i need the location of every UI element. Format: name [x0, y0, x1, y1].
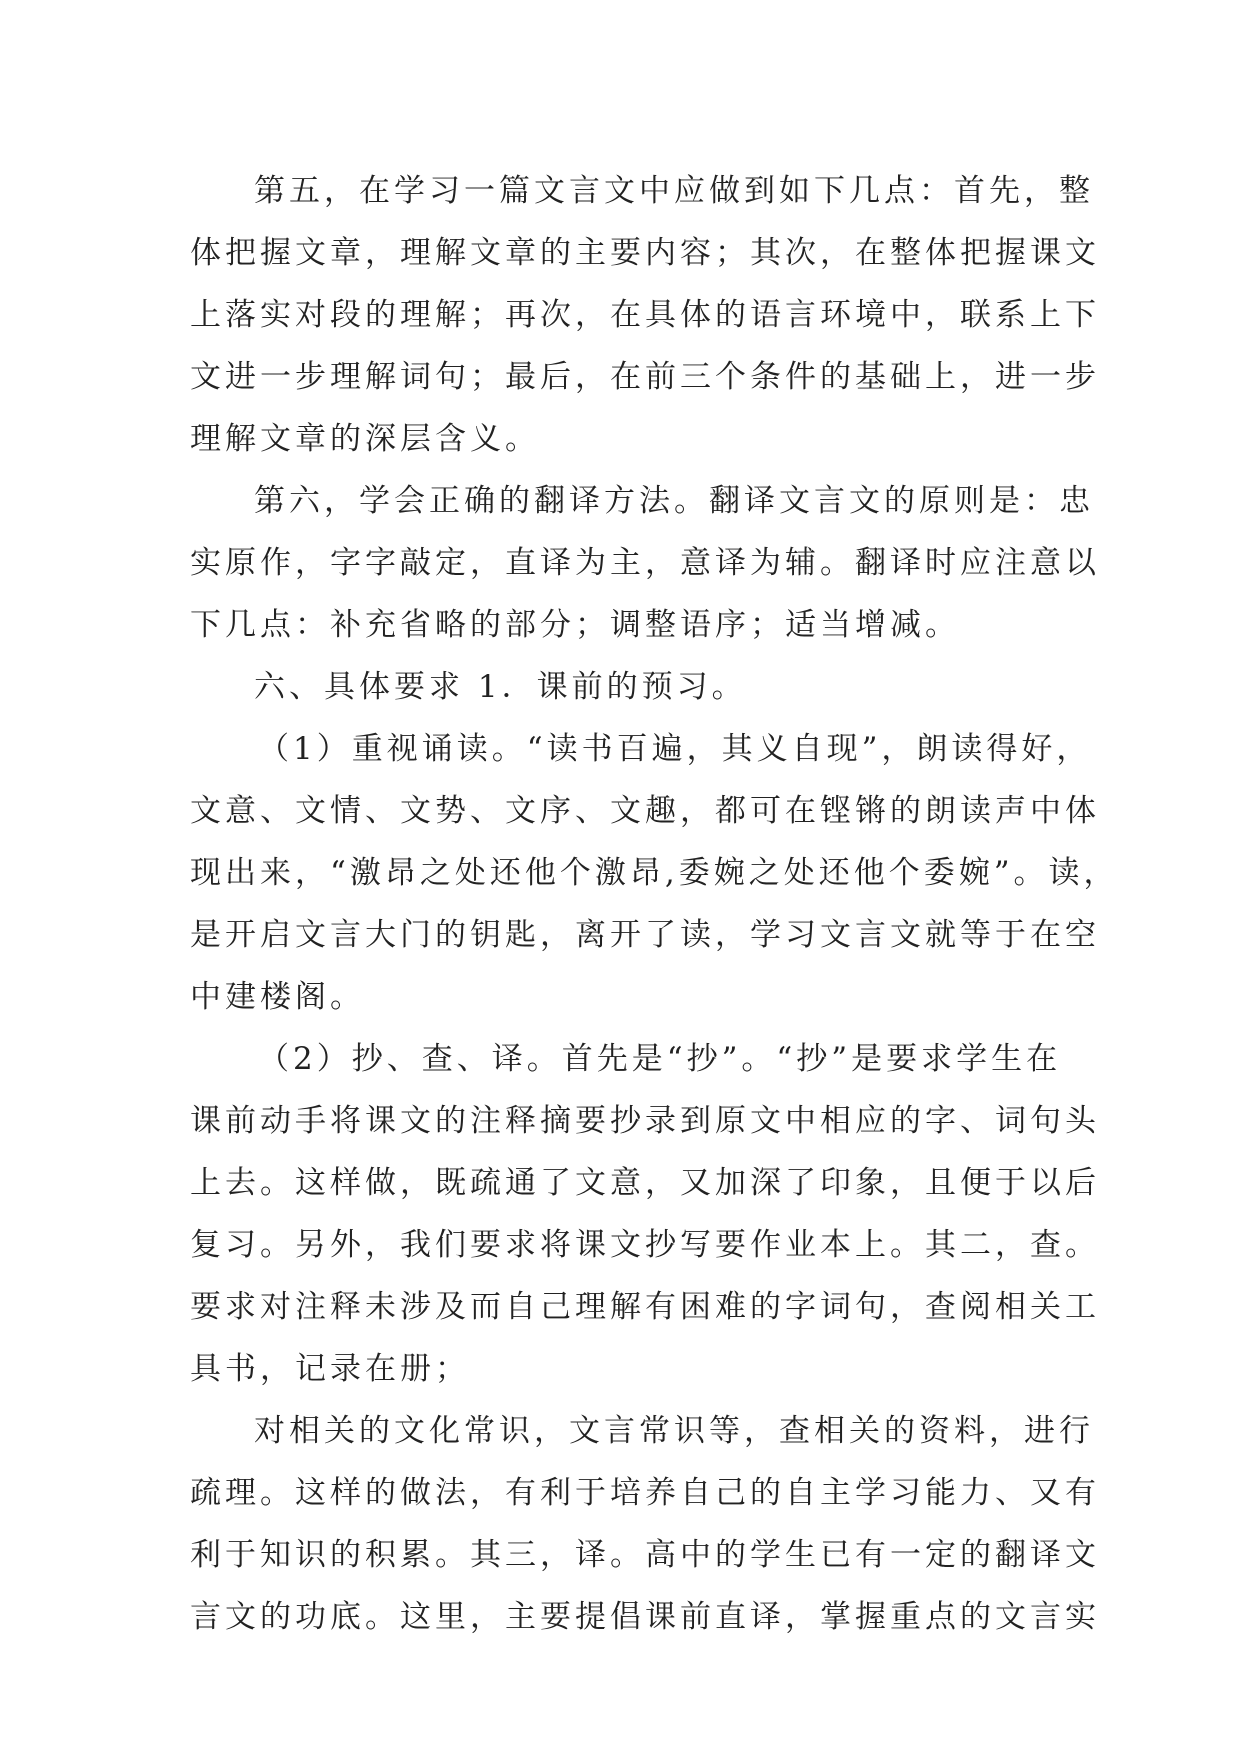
- section-heading: 六、具体要求 1．课前的预习。: [254, 669, 747, 705]
- text-line: 现出来，“激昂之处还他个激昂,委婉之处还他个委婉”。读，: [190, 855, 1119, 891]
- text-line: 利于知识的积累。其三，译。高中的学生已有一定的翻译文: [190, 1537, 1100, 1573]
- text-line: 疏理。这样的做法，有利于培养自己的自主学习能力、又有: [190, 1475, 1100, 1511]
- text-line: 文意、文情、文势、文序、文趣，都可在铿锵的朗读声中体: [190, 793, 1100, 829]
- text-line: 是开启文言大门的钥匙，离开了读，学习文言文就等于在空: [190, 917, 1100, 953]
- text-line: 下几点：补充省略的部分；调整语序；适当增减。: [190, 607, 960, 643]
- text-line: 实原作，字字敲定，直译为主，意译为辅。翻译时应注意以: [190, 545, 1100, 581]
- text-line: 第六，学会正确的翻译方法。翻译文言文的原则是：忠: [254, 483, 1094, 519]
- text-line: 对相关的文化常识，文言常识等，查相关的资料，进行: [254, 1413, 1094, 1449]
- text-line: 第五，在学习一篇文言文中应做到如下几点：首先，整: [254, 173, 1094, 209]
- text-line: 中建楼阁。: [190, 979, 365, 1015]
- text-line: 上落实对段的理解；再次，在具体的语言环境中，联系上下: [190, 297, 1100, 333]
- text-line: 具书，记录在册；: [190, 1351, 470, 1387]
- text-line: 理解文章的深层含义。: [190, 421, 540, 457]
- text-line: 上去。这样做，既疏通了文意，又加深了印象，且便于以后: [190, 1165, 1100, 1201]
- text-line: 体把握文章，理解文章的主要内容；其次，在整体把握课文: [190, 235, 1100, 271]
- text-line: 复习。另外，我们要求将课文抄写要作业本上。其二，查。: [190, 1227, 1100, 1263]
- text-line: （2）抄、查、译。首先是“抄”。“抄”是要求学生在: [258, 1041, 1062, 1077]
- document-body: [190, 160, 1119, 1648]
- text-line: 言文的功底。这里，主要提倡课前直译，掌握重点的文言实: [190, 1599, 1100, 1635]
- text-line: 要求对注释未涉及而自己理解有困难的字词句，查阅相关工: [190, 1289, 1100, 1325]
- text-line: 文进一步理解词句；最后，在前三个条件的基础上，进一步: [190, 359, 1100, 395]
- text-line: （1）重视诵读。“读书百遍，其义自现”，朗读得好，: [258, 731, 1092, 767]
- text-line: 课前动手将课文的注释摘要抄录到原文中相应的字、词句头: [190, 1103, 1100, 1139]
